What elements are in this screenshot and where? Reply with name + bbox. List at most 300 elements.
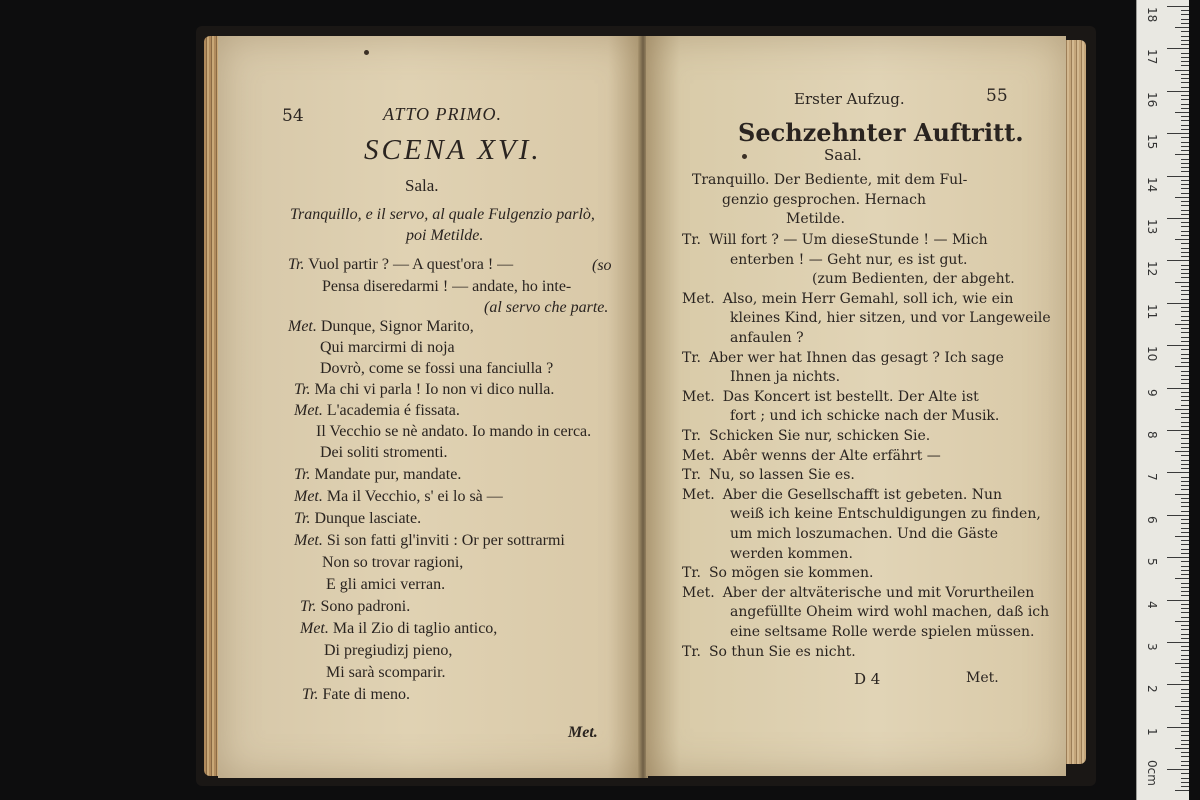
line-text: Ihnen ja nichts. — [730, 369, 841, 386]
ruler-tick — [1181, 316, 1189, 317]
ruler-tick — [1181, 481, 1189, 482]
ruler-tick — [1181, 159, 1189, 160]
speaker: Met. — [294, 532, 323, 549]
ruler-tick — [1167, 727, 1189, 728]
ruler-tick — [1167, 91, 1189, 92]
ruler-tick — [1181, 286, 1189, 287]
ruler-tick — [1181, 400, 1189, 401]
ruler-tick — [1167, 472, 1189, 473]
speaker: Met. — [682, 447, 715, 464]
ruler-tick — [1181, 104, 1189, 105]
dialogue-line — [682, 487, 1002, 503]
ruler-tick — [1181, 14, 1189, 15]
line-text: Non so trovar ragioni, — [322, 554, 464, 571]
cast-line-1: Tranquillo, e il servo, al quale Fulgenzio parlò, — [290, 206, 595, 223]
dialogue-line — [294, 381, 554, 399]
ruler-tick — [1181, 150, 1189, 151]
ruler-tick — [1181, 523, 1189, 524]
ruler-tick — [1181, 731, 1189, 732]
dialogue-line — [294, 402, 460, 420]
line-text: Nu, so lassen Sie es. — [708, 467, 855, 484]
ruler-tick — [1181, 659, 1189, 660]
ruler-tick — [1181, 163, 1189, 164]
ruler-tick — [1181, 383, 1189, 384]
line-text: (zum Bedienten, der abgeht. — [812, 271, 1015, 288]
ruler-tick — [1181, 354, 1189, 355]
ruler-tick — [1181, 587, 1189, 588]
speaker: Tr. — [300, 598, 317, 615]
line-text: Abêr wenns der Alte erfährt — — [722, 447, 941, 464]
ruler-tick — [1181, 676, 1189, 677]
ruler-tick — [1181, 468, 1189, 469]
ruler-tick — [1167, 176, 1189, 177]
ruler-tick — [1181, 460, 1189, 461]
line-text: Ma chi vi parla ! Io non vi dico nulla. — [314, 381, 555, 398]
ruler-tick — [1181, 498, 1189, 499]
speaker: Tr. — [682, 467, 701, 484]
dialogue-line — [682, 291, 1013, 307]
line-text: Dovrò, come se fossi una fanciulla ? — [320, 360, 554, 377]
ruler-tick — [1181, 137, 1189, 138]
ruler-tick — [1181, 120, 1189, 121]
line-text: Pensa diseredarmi ! — andate, ho inte- — [322, 278, 572, 295]
ruler-tick — [1181, 65, 1189, 66]
ruler-tick — [1181, 718, 1189, 719]
ruler-tick — [1181, 371, 1189, 372]
dialogue-line — [730, 624, 1035, 640]
scene-title: Sechzehnter Auftritt. — [738, 118, 1024, 147]
dialogue-line — [730, 408, 999, 424]
dialogue-line — [682, 467, 855, 483]
ruler-tick — [1181, 519, 1189, 520]
ruler-tick — [1181, 320, 1189, 321]
ruler-tick — [1181, 231, 1189, 232]
ruler-tick — [1181, 561, 1189, 562]
ruler-tick — [1167, 133, 1189, 134]
ruler-tick — [1181, 332, 1189, 333]
ruler-tick — [1175, 621, 1189, 622]
ruler-tick — [1181, 44, 1189, 45]
ruler-number: 18 — [1145, 7, 1159, 23]
line-text: enterben ! — Geht nur, es ist gut. — [730, 251, 968, 268]
ruler-tick — [1181, 638, 1189, 639]
dialogue-line — [300, 620, 497, 638]
ruler-tick — [1181, 447, 1189, 448]
ruler-tick — [1167, 515, 1189, 516]
cast-line-2: poi Metilde. — [406, 227, 484, 244]
ruler-tick — [1181, 489, 1189, 490]
speaker: Tr. — [682, 643, 701, 660]
ruler-number: 16 — [1145, 91, 1159, 108]
ruler-tick — [1181, 667, 1189, 668]
dialogue-line — [288, 256, 513, 274]
speaker: Met. — [300, 620, 329, 637]
line-text: Mandate pur, mandate. — [314, 466, 462, 483]
ruler-tick — [1175, 112, 1189, 113]
ruler-tick — [1181, 477, 1189, 478]
ruler-tick — [1167, 769, 1189, 770]
measuring-ruler — [1136, 0, 1189, 800]
ruler-tick — [1181, 146, 1189, 147]
ruler-tick — [1181, 180, 1189, 181]
dialogue-line — [300, 598, 410, 616]
dialogue-line — [682, 232, 988, 248]
ruler-tick — [1175, 578, 1189, 579]
ruler-tick — [1181, 417, 1189, 418]
dialogue-line — [730, 546, 853, 562]
signature-mark: D 4 — [854, 670, 881, 688]
ruler-tick — [1175, 366, 1189, 367]
ruler-tick — [1175, 324, 1189, 325]
ruler-number: 17 — [1145, 49, 1159, 65]
ruler-tick — [1181, 201, 1189, 202]
ruler-tick — [1181, 773, 1189, 774]
ruler-tick — [1181, 184, 1189, 185]
ruler-tick — [1181, 337, 1189, 338]
speaker: Tr. — [288, 256, 305, 273]
speaker: Tr. — [294, 466, 311, 483]
line-text: Mi sarà scomparir. — [326, 664, 446, 681]
ruler-tick — [1181, 438, 1189, 439]
ruler-tick — [1181, 349, 1189, 350]
dialogue-line — [682, 644, 856, 660]
ruler-tick — [1181, 53, 1189, 54]
speaker: Met. — [288, 318, 317, 335]
cast-line-1: Tranquillo. Der Bediente, mit dem Ful- — [692, 172, 968, 188]
ruler-number: 8 — [1145, 431, 1159, 439]
ruler-tick — [1175, 706, 1189, 707]
ruler-tick — [1167, 684, 1189, 685]
line-text: Di pregiudizj pieno, — [324, 642, 453, 659]
ruler-tick — [1181, 193, 1189, 194]
line-text: So mögen sie kommen. — [708, 565, 874, 582]
scene-title: SCENA XVI. — [364, 134, 542, 166]
ruler-tick — [1181, 689, 1189, 690]
line-text: Dunque lasciate. — [314, 510, 422, 527]
line-text: weiß ich keine Entschuldigungen zu finden, — [730, 506, 1041, 523]
line-text: L'academia é fissata. — [326, 402, 460, 419]
ruler-tick — [1181, 328, 1189, 329]
ruler-tick — [1181, 214, 1189, 215]
ruler-tick — [1181, 646, 1189, 647]
ruler-tick — [1175, 282, 1189, 283]
line-text: Schicken Sie nur, schicken Sie. — [708, 428, 931, 444]
stage-note: (so — [592, 257, 612, 274]
line-text: Dei soliti stromenti. — [320, 444, 448, 461]
ruler-tick — [1181, 672, 1189, 673]
ruler-tick — [1167, 48, 1189, 49]
ruler-tick — [1181, 650, 1189, 651]
ruler-number: 2 — [1145, 685, 1159, 694]
ruler-tick — [1175, 790, 1189, 791]
line-text: kleines Kind, hier sitzen, und vor Langeweile — [730, 310, 1051, 327]
ruler-number: 11 — [1145, 303, 1159, 320]
ruler-tick — [1181, 396, 1189, 397]
dialogue-line — [682, 448, 941, 464]
ruler-tick — [1181, 307, 1189, 308]
dialogue-line — [682, 428, 930, 444]
scene-setting: Sala. — [405, 176, 439, 195]
line-text: fort ; und ich schicke nach der Musik. — [730, 408, 1000, 425]
ruler-tick — [1175, 154, 1189, 155]
ruler-tick — [1181, 31, 1189, 32]
dialogue-line — [730, 252, 968, 268]
ruler-tick — [1175, 409, 1189, 410]
line-text: Si son fatti gl'inviti : Or per sottrarmi — [326, 532, 565, 549]
ruler-tick — [1181, 256, 1189, 257]
line-text: Ma il Vecchio, s' ei lo sà — — [326, 488, 503, 505]
ruler-tick — [1181, 701, 1189, 702]
ruler-tick — [1181, 19, 1189, 20]
ruler-tick — [1181, 167, 1189, 168]
speaker: Tr. — [682, 428, 701, 444]
ruler-tick — [1181, 362, 1189, 363]
speaker: Met. — [682, 584, 715, 601]
line-text: Il Vecchio se nè andato. Io mando in cerca. — [316, 423, 592, 440]
ruler-tick — [1181, 40, 1189, 41]
dialogue-line — [682, 350, 1004, 366]
ruler-tick — [1181, 583, 1189, 584]
dialogue-line — [730, 369, 840, 385]
line-text: Vuol partir ? — A quest'ora ! — — [308, 256, 514, 273]
ruler-tick — [1181, 210, 1189, 211]
ruler-tick — [1167, 218, 1189, 219]
ruler-tick — [1181, 778, 1189, 779]
ruler-tick — [1167, 345, 1189, 346]
ruler-number: 15 — [1145, 134, 1159, 150]
ruler-tick — [1175, 494, 1189, 495]
line-text: anfaulen ? — [730, 330, 804, 346]
ruler-tick — [1181, 549, 1189, 550]
dialogue-line — [288, 318, 474, 336]
ruler-tick — [1181, 243, 1189, 244]
ruler-tick — [1181, 61, 1189, 62]
ruler-tick — [1181, 744, 1189, 745]
dialogue-line — [302, 686, 410, 704]
speaker: Met. — [682, 486, 715, 503]
ruler-tick — [1175, 239, 1189, 240]
ruler-tick — [1167, 430, 1189, 431]
speaker: Tr. — [682, 232, 701, 248]
ruler-tick — [1181, 341, 1189, 342]
ruler-tick — [1181, 544, 1189, 545]
ruler-tick — [1181, 379, 1189, 380]
ruler-tick — [1181, 752, 1189, 753]
ruler-tick — [1181, 78, 1189, 79]
ruler-tick — [1181, 36, 1189, 37]
line-text: angefüllte Oheim wird wohl machen, daß ich — [730, 604, 1050, 621]
ruler-tick — [1175, 536, 1189, 537]
ruler-tick — [1181, 570, 1189, 571]
ruler-number: 14 — [1145, 176, 1159, 192]
ruler-tick — [1181, 125, 1189, 126]
running-head: ATTO PRIMO. — [383, 104, 502, 124]
line-text: Aber wer hat Ihnen das gesagt ? Ich sage — [708, 349, 1004, 366]
ruler-tick — [1181, 222, 1189, 223]
line-text: Ma il Zio di taglio antico, — [332, 620, 498, 637]
cast-line-3: Metilde. — [786, 211, 845, 227]
ruler-number: 9 — [1145, 388, 1159, 397]
line-text: Sono padroni. — [320, 598, 411, 615]
paper-spot — [364, 50, 369, 55]
speaker: Met. — [682, 290, 715, 307]
dialogue-line — [294, 488, 503, 506]
ruler-tick — [1181, 74, 1189, 75]
ruler-tick — [1181, 265, 1189, 266]
left-page — [218, 36, 642, 778]
ruler-tick — [1181, 99, 1189, 100]
ruler-number: 6 — [1145, 515, 1159, 524]
line-text: Will fort ? — Um dieseStunde ! — Mich — [708, 232, 988, 248]
ruler-tick — [1181, 116, 1189, 117]
ruler-tick — [1181, 405, 1189, 406]
ruler-tick — [1181, 697, 1189, 698]
ruler-number: 3 — [1145, 643, 1159, 651]
ruler-tick — [1181, 464, 1189, 465]
speaker: Met. — [294, 488, 323, 505]
ruler-tick — [1181, 612, 1189, 613]
catchword: Met. — [966, 670, 999, 686]
line-text: Also, mein Herr Gemahl, soll ich, wie ein — [722, 290, 1014, 307]
dialogue-line — [294, 466, 461, 484]
ruler-tick — [1181, 553, 1189, 554]
dialogue-line — [294, 510, 421, 528]
ruler-tick — [1181, 87, 1189, 88]
ruler-tick — [1181, 248, 1189, 249]
ruler-tick — [1181, 540, 1189, 541]
ruler-tick — [1181, 532, 1189, 533]
dialogue-line — [294, 532, 565, 550]
ruler-tick — [1181, 761, 1189, 762]
dialogue-line — [730, 330, 804, 346]
paper-spot — [742, 154, 747, 159]
dialogue-line — [730, 310, 1051, 326]
dialogue-line — [682, 585, 1034, 601]
ruler-number: 13 — [1145, 219, 1159, 235]
ruler-tick — [1181, 740, 1189, 741]
stage-note: (al servo che parte. — [484, 299, 609, 316]
page-edges-right — [1064, 40, 1086, 764]
line-text: eine seltsame Rolle werde spielen müssen. — [730, 624, 1035, 640]
speaker: Tr. — [682, 565, 701, 582]
ruler-tick — [1181, 290, 1189, 291]
ruler-tick — [1181, 129, 1189, 130]
line-text: Dunque, Signor Marito, — [320, 318, 474, 335]
ruler-tick — [1181, 502, 1189, 503]
ruler-tick — [1181, 617, 1189, 618]
ruler-tick — [1167, 303, 1189, 304]
line-text: um mich loszumachen. Und die Gäste — [730, 526, 998, 542]
ruler-number: 10 — [1145, 346, 1159, 362]
ruler-tick — [1181, 528, 1189, 529]
ruler-tick — [1175, 70, 1189, 71]
ruler-tick — [1181, 95, 1189, 96]
ruler-tick — [1181, 455, 1189, 456]
ruler-tick — [1181, 235, 1189, 236]
ruler-number: 1 — [1145, 727, 1159, 736]
right-page — [646, 36, 1066, 776]
ruler-tick — [1167, 642, 1189, 643]
ruler-tick — [1181, 629, 1189, 630]
ruler-tick — [1181, 693, 1189, 694]
ruler-tick — [1181, 142, 1189, 143]
line-text: So thun Sie es nicht. — [708, 643, 856, 660]
ruler-number: 5 — [1145, 558, 1159, 566]
line-text: werden kommen. — [730, 545, 853, 562]
ruler-tick — [1181, 735, 1189, 736]
ruler-tick — [1181, 273, 1189, 274]
ruler-tick — [1181, 311, 1189, 312]
ruler-tick — [1167, 600, 1189, 601]
ruler-tick — [1181, 595, 1189, 596]
ruler-tick — [1181, 277, 1189, 278]
ruler-tick — [1181, 710, 1189, 711]
ruler-tick — [1181, 358, 1189, 359]
ruler-tick — [1181, 506, 1189, 507]
ruler-tick — [1181, 756, 1189, 757]
dialogue-line — [682, 389, 979, 405]
ruler-number: 7 — [1145, 473, 1159, 482]
ruler-tick — [1181, 57, 1189, 58]
dialogue-line — [812, 271, 1015, 287]
speaker: Met. — [294, 402, 323, 419]
ruler-tick — [1175, 197, 1189, 198]
ruler-tick — [1181, 252, 1189, 253]
line-text: Das Koncert ist bestellt. Der Alte ist — [722, 388, 979, 405]
ruler-tick — [1181, 434, 1189, 435]
ruler-tick — [1181, 634, 1189, 635]
line-text: Fate di meno. — [322, 686, 411, 703]
catchword: Met. — [568, 724, 598, 741]
ruler-tick — [1181, 765, 1189, 766]
page-number: 54 — [282, 106, 304, 126]
speaker: Met. — [682, 388, 715, 405]
ruler-tick — [1181, 608, 1189, 609]
ruler-tick — [1181, 269, 1189, 270]
ruler-tick — [1181, 723, 1189, 724]
speaker: Tr. — [294, 381, 311, 398]
dialogue-line — [682, 565, 873, 581]
ruler-tick — [1181, 392, 1189, 393]
ruler-tick — [1181, 422, 1189, 423]
ruler-tick — [1167, 557, 1189, 558]
line-text: Aber der altväterische und mit Vorurtheilen — [722, 584, 1035, 601]
ruler-tick — [1181, 604, 1189, 605]
ruler-tick — [1181, 205, 1189, 206]
ruler-tick — [1181, 566, 1189, 567]
ruler-tick — [1181, 443, 1189, 444]
ruler-tick — [1167, 260, 1189, 261]
ruler-number: 4 — [1145, 600, 1159, 609]
line-text: Aber die Gesellschafft ist gebeten. Nun — [722, 486, 1003, 503]
running-head: Erster Aufzug. — [794, 90, 905, 108]
ruler-tick — [1181, 226, 1189, 227]
ruler-tick — [1181, 782, 1189, 783]
cast-line-2: genzio gesprochen. Hernach — [722, 192, 926, 208]
ruler-tick — [1175, 27, 1189, 28]
speaker: Tr. — [682, 349, 701, 366]
ruler-tick — [1181, 108, 1189, 109]
ruler-tick — [1181, 188, 1189, 189]
ruler-tick — [1181, 511, 1189, 512]
ruler-tick — [1181, 413, 1189, 414]
ruler-tick — [1181, 171, 1189, 172]
ruler-tick — [1175, 451, 1189, 452]
ruler-tick — [1181, 655, 1189, 656]
page-number: 55 — [986, 86, 1008, 106]
ruler-tick — [1167, 6, 1189, 7]
ruler-tick — [1175, 663, 1189, 664]
